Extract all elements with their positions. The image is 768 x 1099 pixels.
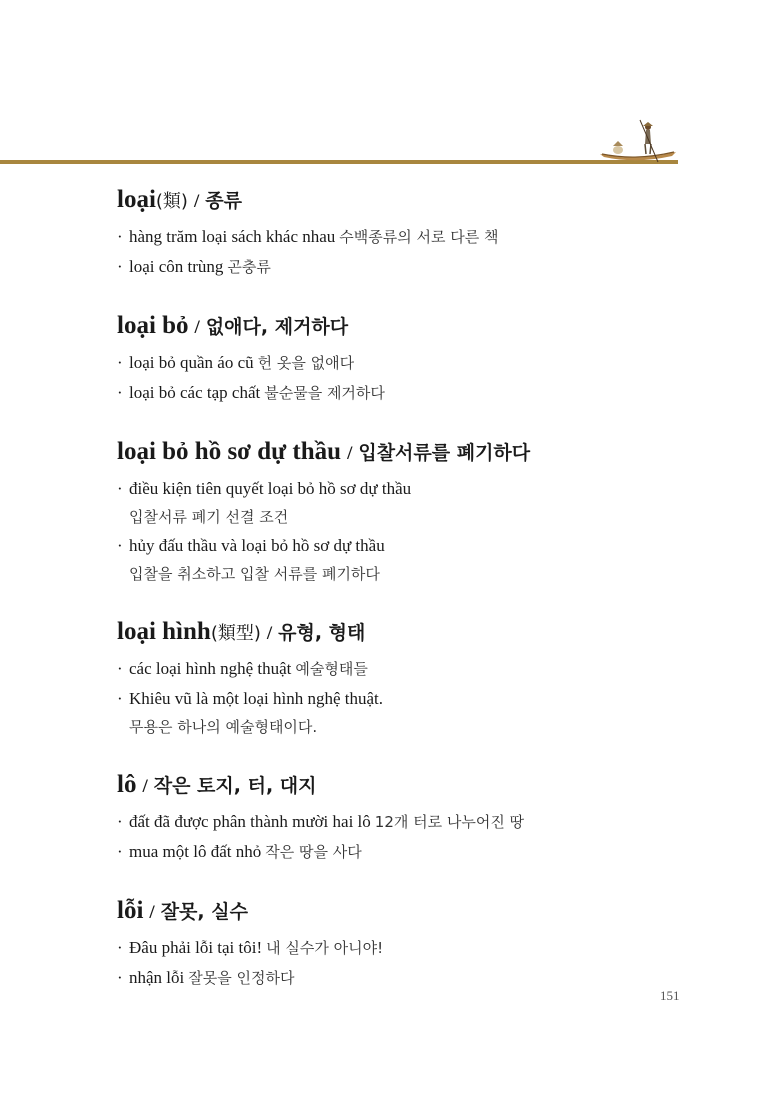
example-vietnamese: hàng trăm loại sách khác nhau <box>129 227 336 246</box>
headword-text: loại bỏ <box>117 312 189 339</box>
bullet: · <box>117 968 123 987</box>
page-number: 151 <box>660 988 680 1003</box>
separator: / <box>193 191 200 212</box>
entry <box>117 765 717 867</box>
headword <box>117 765 717 807</box>
header-rule <box>0 160 678 164</box>
headword-text: loại <box>117 186 156 213</box>
separator: / <box>347 443 353 464</box>
headword-hanja: (類型) <box>210 623 261 644</box>
example <box>117 531 717 560</box>
example-korean: 12개 터로 나누어진 땅 <box>374 813 525 831</box>
bullet: · <box>117 812 123 831</box>
dictionary-entries <box>117 180 717 1017</box>
separator: / <box>149 902 155 923</box>
bullet: · <box>117 353 123 372</box>
example <box>117 348 717 378</box>
example-vietnamese: đất đã được phân thành mười hai lô <box>129 812 371 831</box>
bullet: · <box>117 536 123 555</box>
bullet: · <box>117 479 123 498</box>
example-vietnamese: loại bỏ quần áo cũ <box>129 353 254 372</box>
headword-meaning: 잘못, 실수 <box>160 901 248 923</box>
entry <box>117 891 717 993</box>
example-korean: 입찰을 취소하고 입찰 서류를 폐기하다 <box>129 565 380 583</box>
example <box>117 963 717 993</box>
boat-illustration <box>596 118 680 166</box>
example <box>117 654 717 684</box>
example-vietnamese: điều kiện tiên quyết loại bỏ hồ sơ dự thầu <box>129 479 412 498</box>
example-korean: 잘못을 인정하다 <box>188 969 295 987</box>
example-korean: 예술형태들 <box>295 660 368 678</box>
entry <box>117 180 717 282</box>
example-korean: 헌 옷을 없애다 <box>257 354 355 372</box>
example <box>117 252 717 282</box>
bullet: · <box>117 659 123 678</box>
example-korean: 수백종류의 서로 다른 책 <box>339 228 499 246</box>
entry <box>117 612 717 741</box>
example-korean: 작은 땅을 사다 <box>265 843 362 861</box>
separator: / <box>142 776 148 797</box>
headword-meaning: 종류 <box>205 190 242 212</box>
headword <box>117 612 717 654</box>
example-korean: 무용은 하나의 예술형태이다. <box>129 718 318 736</box>
headword-meaning: 유형, 형태 <box>278 622 366 644</box>
example <box>117 807 717 837</box>
headword-text: loại bỏ hồ sơ dự thầu <box>117 438 342 465</box>
headword <box>117 432 717 474</box>
bullet: · <box>117 938 123 957</box>
headword-text: lô <box>117 771 137 798</box>
bullet: · <box>117 689 123 708</box>
bullet: · <box>117 383 123 402</box>
example-korean: 입찰서류 폐기 선결 조건 <box>129 508 289 526</box>
headword <box>117 891 717 933</box>
example <box>117 684 717 713</box>
headword-meaning: 입찰서류를 폐기하다 <box>358 442 531 464</box>
example-vietnamese: mua một lô đất nhỏ <box>129 842 262 861</box>
example <box>117 837 717 867</box>
bullet: · <box>117 227 123 246</box>
separator: / <box>194 317 200 338</box>
bullet: · <box>117 257 123 276</box>
example-vietnamese: các loại hình nghệ thuật <box>129 659 292 678</box>
example <box>117 933 717 963</box>
example-korean: 불순물을 제거하다 <box>264 384 385 402</box>
headword-hanja: (類) <box>155 191 188 212</box>
headword-meaning: 작은 토지, 터, 대지 <box>153 775 317 797</box>
example <box>117 474 717 503</box>
example-vietnamese: nhận lỗi <box>129 968 185 987</box>
headword-meaning: 없애다, 제거하다 <box>205 316 349 338</box>
bullet: · <box>117 842 123 861</box>
example-vietnamese: Khiêu vũ là một loại hình nghệ thuật. <box>129 689 384 708</box>
headword-text: loại hình <box>117 618 211 645</box>
entry <box>117 432 717 588</box>
headword-text: lỗi <box>117 897 144 924</box>
example-korean: 내 실수가 아니야! <box>266 939 384 957</box>
example <box>117 378 717 408</box>
headword <box>117 180 717 222</box>
example-vietnamese: Đâu phải lỗi tại tôi! <box>129 938 263 957</box>
example-korean: 곤충류 <box>227 258 271 276</box>
example <box>117 222 717 252</box>
example-vietnamese: loại côn trùng <box>129 257 224 276</box>
example-vietnamese: loại bỏ các tạp chất <box>129 383 261 402</box>
example-vietnamese: hủy đấu thầu và loại bỏ hồ sơ dự thầu <box>129 536 385 555</box>
separator: / <box>266 623 273 644</box>
entry <box>117 306 717 408</box>
headword <box>117 306 717 348</box>
